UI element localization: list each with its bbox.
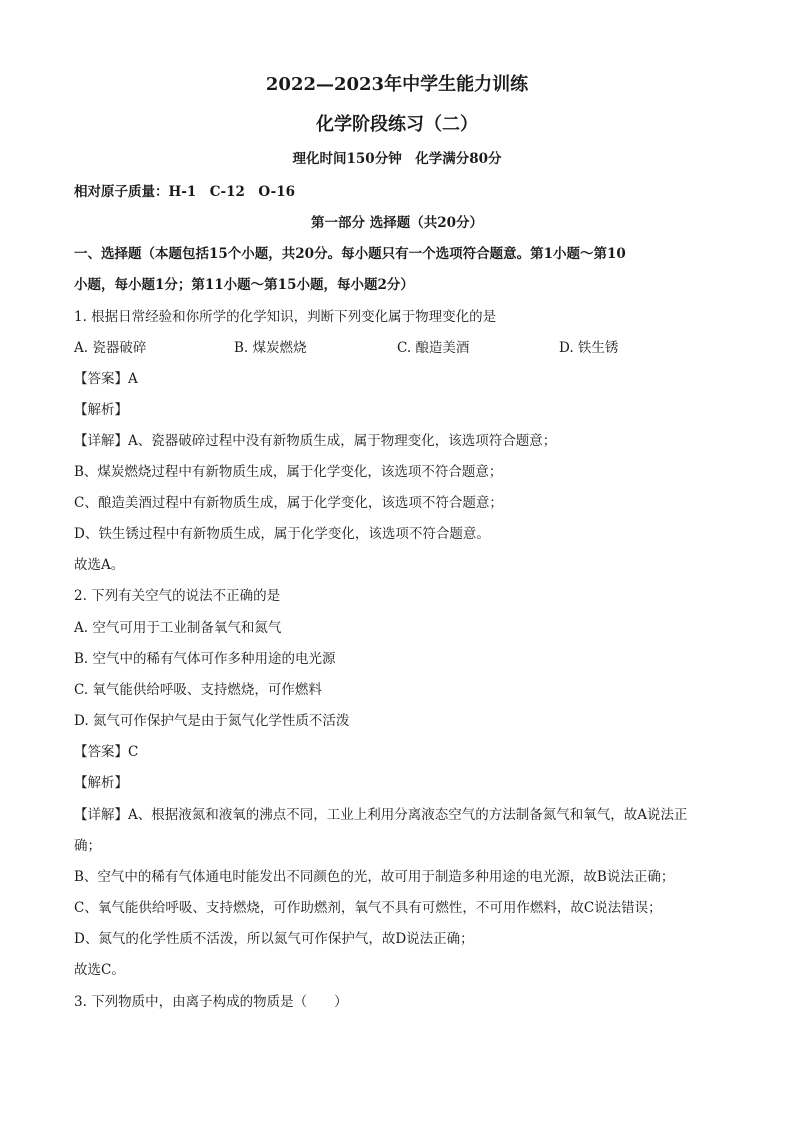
- exam-subtitle: 化学阶段练习（二）: [316, 114, 478, 135]
- question-3-stem: 3. 下列物质中，由离子构成的物质是（ ）: [74, 994, 348, 1010]
- question-2-option-b: B. 空气中的稀有气体可作多种用途的电光源: [74, 651, 336, 667]
- question-2-option-c: C. 氧气能供给呼吸、支持燃烧，可作燃料: [74, 682, 322, 698]
- section-instruction-line-1: 一、选择题（本题包括15个小题，共20分。每小题只有一个选项符合题意。第1小题～第10: [74, 246, 626, 262]
- question-1-detail-line: C、酿造美酒过程中有新物质生成，属于化学变化，该选项不符合题意；: [74, 495, 503, 511]
- question-1-analysis-label: 【解析】: [74, 402, 128, 418]
- question-1-detail-line: D、铁生锈过程中有新物质生成，属于化学变化，该选项不符合题意。: [74, 526, 490, 542]
- question-1-stem: 1. 根据日常经验和你所学的化学知识，判断下列变化属于物理变化的是: [74, 309, 497, 325]
- question-2-analysis-label: 【解析】: [74, 775, 128, 791]
- question-2-detail-line: 【详解】A、根据液氮和液氧的沸点不同，工业上利用分离液态空气的方法制备氮气和氧气，故A说法正: [74, 807, 688, 823]
- question-2-answer: 【答案】C: [74, 744, 139, 760]
- part-one-heading: 第一部分 选择题（共20分）: [311, 215, 483, 231]
- question-1-conclusion: 故选A。: [74, 557, 125, 573]
- exam-info: 理化时间150分钟 化学满分80分: [292, 151, 502, 167]
- question-1-option-c: C. 酿造美酒: [397, 340, 470, 356]
- question-2-conclusion: 故选C。: [74, 962, 125, 978]
- question-2-stem: 2. 下列有关空气的说法不正确的是: [74, 588, 281, 604]
- question-2-option-a: A. 空气可用于工业制备氧气和氮气: [74, 620, 282, 636]
- question-1-option-b: B. 煤炭燃烧: [234, 340, 307, 356]
- question-2-option-d: D. 氮气可作保护气是由于氮气化学性质不活泼: [74, 713, 350, 729]
- question-1-option-d: D. 铁生锈: [559, 340, 619, 356]
- exam-title: 2022—2023年中学生能力训练: [265, 74, 529, 95]
- question-2-detail-line: D、氮气的化学性质不活泼，所以氮气可作保护气，故D说法正确；: [74, 931, 474, 947]
- question-2-detail-line: 确；: [74, 838, 101, 854]
- question-1-detail-line: 【详解】A、瓷器破碎过程中没有新物质生成，属于物理变化，该选项符合题意；: [74, 433, 557, 449]
- question-2-detail-line: B、空气中的稀有气体通电时能发出不同颜色的光，故可用于制造多种用途的电光源，故B说法正确；: [74, 869, 675, 885]
- question-1-option-a: A. 瓷器破碎: [74, 340, 147, 356]
- section-instruction-line-2: 小题，每小题1分；第11小题～第15小题，每小题2分）: [74, 277, 414, 293]
- question-1-detail-line: B、煤炭燃烧过程中有新物质生成，属于化学变化，该选项不符合题意；: [74, 464, 503, 480]
- atomic-mass-line: 相对原子质量：H-1 C-12 O-16: [74, 184, 296, 200]
- question-1-answer: 【答案】A: [74, 371, 138, 387]
- question-2-detail-line: C、氧气能供给呼吸、支持燃烧，可作助燃剂，氧气不具有可燃性，不可用作燃料，故C说法错误；: [74, 900, 662, 916]
